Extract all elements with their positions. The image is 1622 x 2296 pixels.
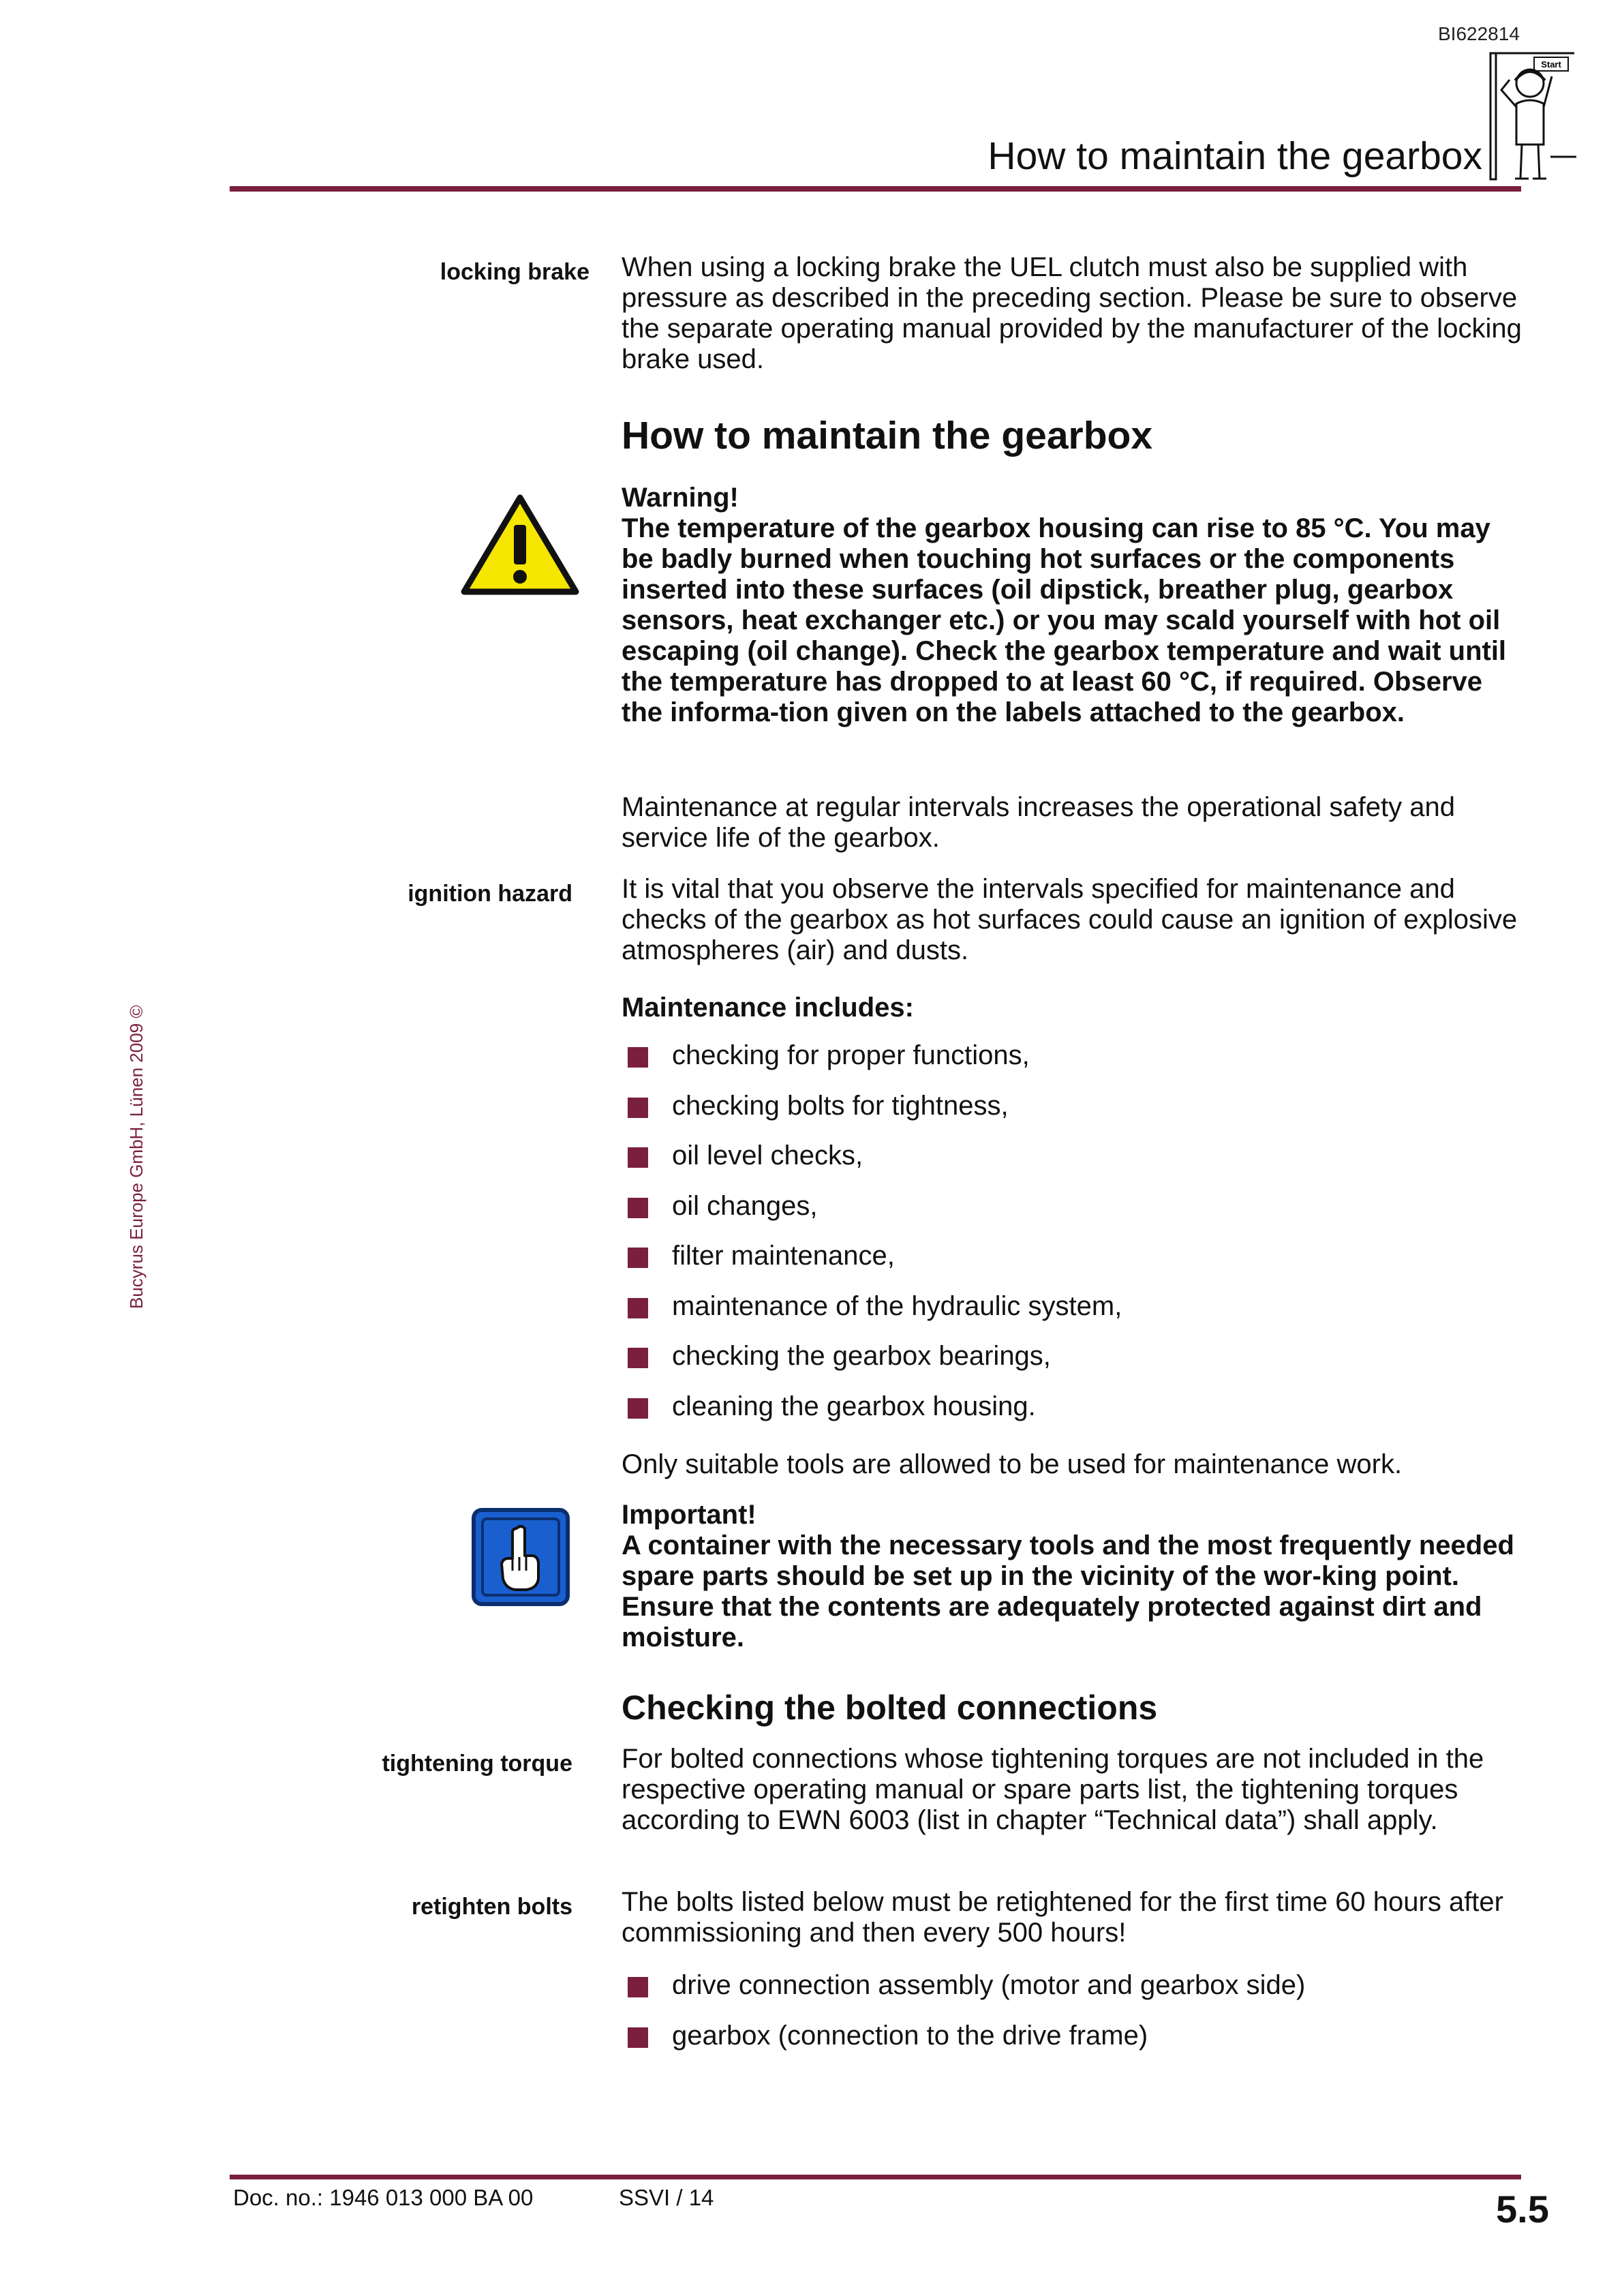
list-item-text: cleaning the gearbox housing. [672,1391,1036,1421]
bullet-icon [628,1298,648,1318]
footer-rule [230,2175,1521,2179]
footer-reference: SSVI / 14 [619,2185,714,2210]
list-item-text: checking the gearbox bearings, [672,1341,1051,1371]
important-block [622,1500,1528,1653]
section-heading-maintain: How to maintain the gearbox [622,414,1153,457]
header-rule [230,186,1521,192]
document-id: BI622814 [1438,23,1520,44]
warning-text: The temperature of the gearbox housing can rise to 85 °C. You may be badly burned when touching hot surfaces or the components inserted into these surfaces (oil dipstick, breather plug, gearbox sensors, heat exchanger etc.) or you may scald yourself with hot oil escaping (oil change). Check the gearbox temperature and wait until the temperature has dropped to at least 60 °C, if required. Observe the informa-tion given on the labels attached to the gearbox. [622,513,1507,727]
copyright-notice: Bucyrus Europe GmbH, Lünen 2009 © [126,1005,147,1309]
list-item [626,1139,1525,1190]
retighten-bolts-text [622,1887,1528,1948]
side-label-ignition-hazard: ignition hazard [408,881,572,907]
bullet-icon [628,2027,648,2048]
bullet-icon [628,1098,648,1118]
list-item [626,1290,1525,1340]
page-header-title: How to maintain the gearbox [988,134,1482,178]
pointing-hand-icon [472,1508,570,1606]
tightening-torque-paragraph: For bolted connections whose tightening torques are not included in the respective operating manual or spare parts list, the tightening torques according to EWN 6003 (list in chapter “Technical data”) shall apply. [622,1744,1484,1835]
svg-text:Start: Start [1541,59,1561,70]
list-item-text: checking for proper functions, [672,1040,1030,1070]
locking-brake-paragraph: When using a locking brake the UEL clutch must also be supplied with pressure as described in the preceding section. Please be sure to observe the separate operating manual provided by the manufacturer of the locking brake used. [622,252,1522,374]
side-label-retighten-bolts: retighten bolts [411,1894,572,1920]
bullet-icon [628,1398,648,1419]
bullet-icon [628,1977,648,1997]
retighten-list [626,1969,1525,2069]
warning-block [622,483,1528,728]
list-item-text: oil changes, [672,1190,818,1221]
ignition-hazard-text [622,874,1528,966]
section-heading-bolted: Checking the bolted connections [622,1689,1158,1727]
side-label-locking-brake: locking brake [440,259,590,285]
maintenance-list [626,1039,1525,1440]
list-item-text: gearbox (connection to the drive frame) [672,2020,1148,2051]
list-item [626,1969,1525,2019]
important-text: A container with the necessary tools and the most frequently needed spare parts should be set up in the vicinity of the wor-king point. Ensure that the contents are adequately protected against dirt and moisture. [622,1530,1514,1652]
warning-title: Warning! [622,483,739,513]
maintenance-intro-paragraph: Maintenance at regular intervals increases the operational safety and service life of the gearbox. [622,792,1455,853]
bullet-icon [628,1198,648,1218]
tightening-torque-text [622,1744,1528,1836]
footer-doc-number: Doc. no.: 1946 013 000 BA 00 [233,2185,534,2210]
list-item-text: maintenance of the hydraulic system, [672,1290,1122,1321]
bullet-icon [628,1248,648,1268]
list-item-text: drive connection assembly (motor and gearbox side) [672,1970,1306,2000]
tools-note [622,1449,1528,1480]
list-item [626,1190,1525,1240]
bullet-icon [628,1147,648,1168]
maintenance-intro [622,792,1528,854]
warning-triangle-icon [460,494,580,596]
list-item [626,1239,1525,1290]
list-item-text: checking bolts for tightness, [672,1090,1009,1121]
important-title: Important! [622,1500,756,1530]
list-item [626,1039,1525,1089]
list-item-text: filter maintenance, [672,1241,895,1271]
list-item [626,1340,1525,1390]
list-item [626,1089,1525,1140]
page-number: 5.5 [1496,2188,1549,2231]
worker-start-icon [1489,49,1578,185]
ignition-hazard-paragraph: It is vital that you observe the intervals specified for maintenance and checks of the gearbox as hot surfaces could cause an ignition of explosive atmospheres (air) and dusts. [622,874,1518,965]
list-item-text: oil level checks, [672,1141,863,1170]
list-item [626,2019,1525,2070]
list-item [626,1390,1525,1440]
bullet-icon [628,1348,648,1368]
tools-note-paragraph: Only suitable tools are allowed to be used for maintenance work. [622,1449,1403,1479]
locking-brake-text [622,252,1528,375]
bullet-icon [628,1047,648,1068]
retighten-bolts-paragraph: The bolts listed below must be retightened for the first time 60 hours after commissioning and then every 500 hours! [622,1887,1503,1948]
side-label-tightening-torque: tightening torque [382,1751,572,1777]
maintenance-includes-title: Maintenance includes: [622,993,914,1023]
